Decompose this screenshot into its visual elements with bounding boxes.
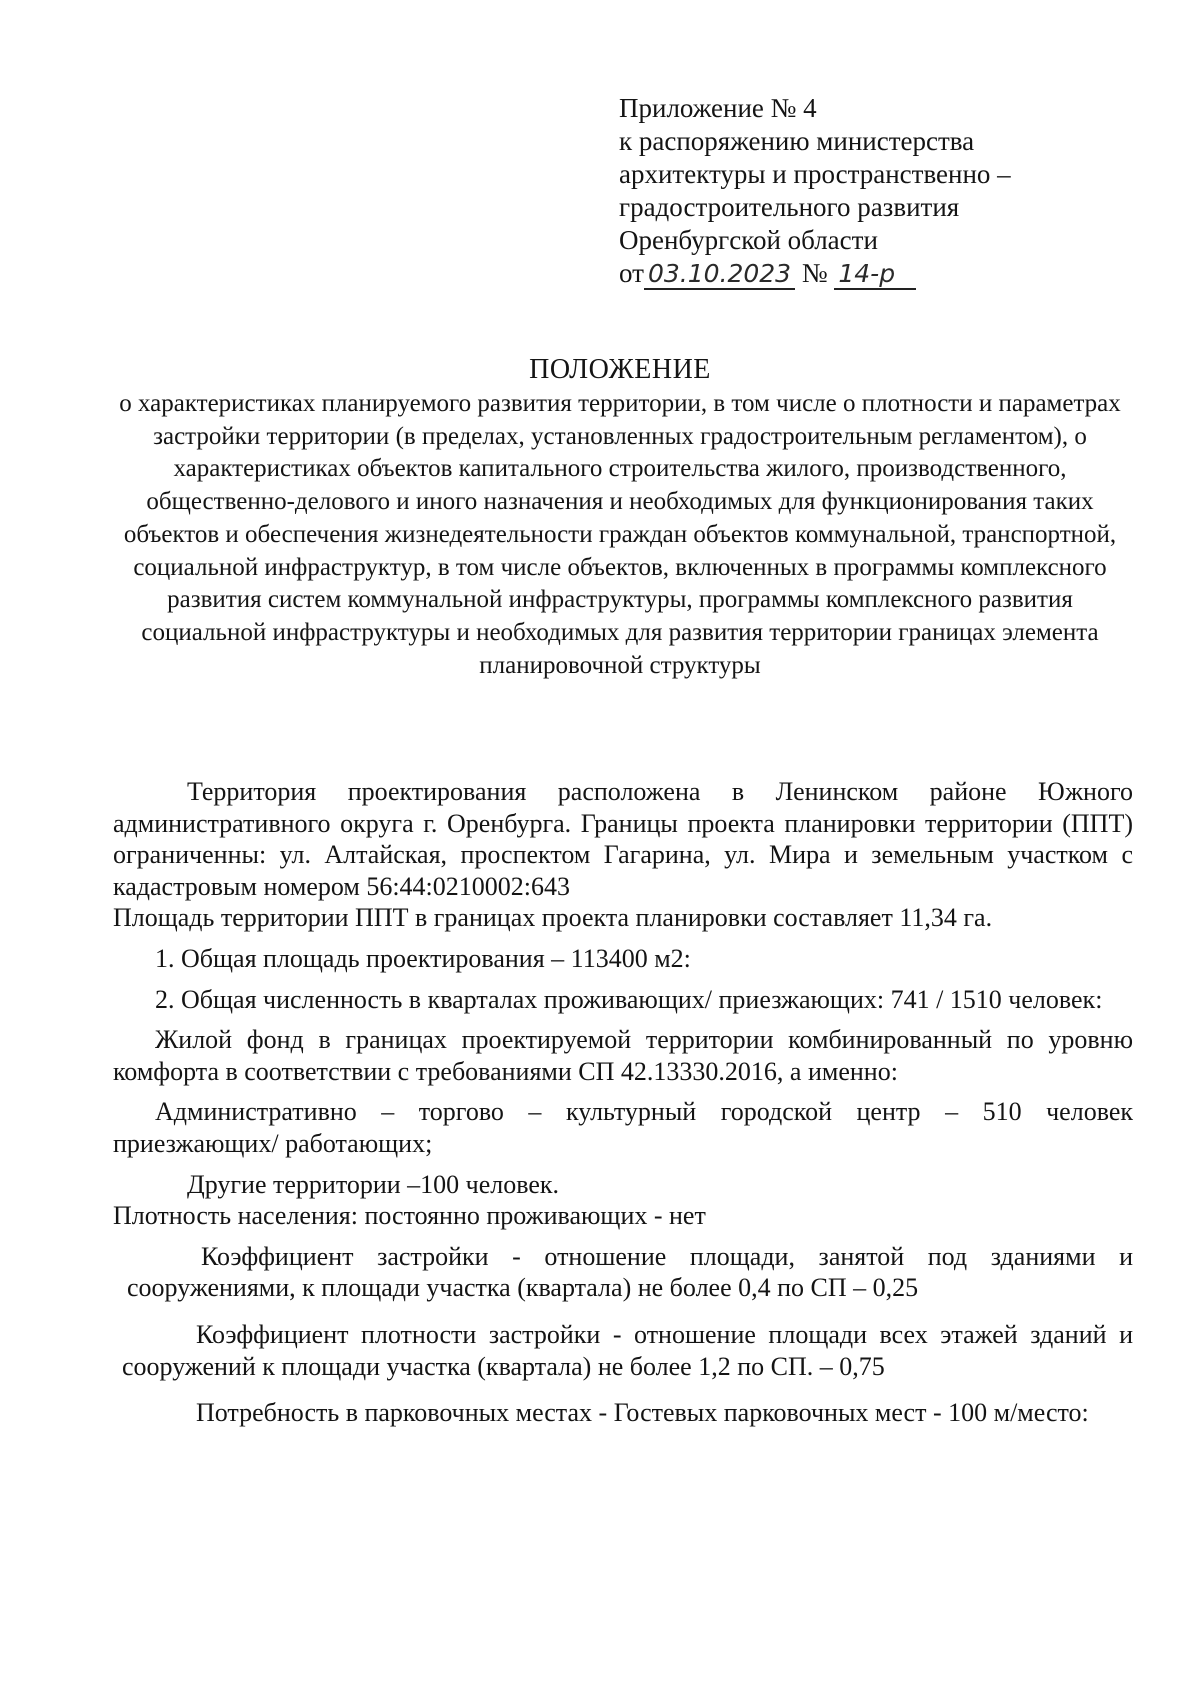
attachment-block — [619, 92, 1089, 290]
list-item-1: 1. Общая площадь проектирования – 113400 м2: — [155, 943, 691, 973]
number-label: № — [801, 258, 828, 288]
handwritten-number: 14-р — [834, 260, 916, 290]
attachment-line: градостроительного развития — [619, 192, 960, 222]
document-title: ПОЛОЖЕНИЕ — [529, 354, 711, 385]
paragraph-density-coefficient: Коэффициент плотности застройки - отношение площади всех этажей зданий и сооружений к площади участка (квартала) не более 1,2 по СП. – 0,75 — [122, 1319, 1133, 1381]
paragraph-population-density: Плотность населения: постоянно проживающих - нет — [113, 1201, 706, 1231]
order-reference — [619, 257, 1089, 290]
attachment-title: Приложение № 4 — [619, 93, 817, 123]
paragraph-building-coefficient: Коэффициент застройки - отношение площади, занятой под зданиями и сооружениями, к площади участка (квартала) не более 0,4 по СП – 0,25 — [127, 1241, 1133, 1303]
document-subtitle: о характеристиках планируемого развития территории, в том числе о плотности и параметрах застройки территории (в пределах, установленных градостроительным регламентом), о характеристиках объектов капитального строительства жилого, производственного, общественно-делового и иного назначения и необходимых для функционирования таких объектов и обеспечения жизнедеятельности граждан объектов коммунальной, транспортной, социальной инфраструктур, в том числе объектов, включенных в программы комплексного развития систем коммунальной инфраструктуры, программы комплексного развития социальной инфраструктуры и необходимых для развития территории границах элемента планировочной структуры — [119, 390, 1121, 679]
handwritten-date: 03.10.2023 — [644, 260, 795, 290]
paragraph-admin-center: Административно – торгово – культурный городской центр – 510 человек приезжающих/ работающих; — [113, 1097, 1133, 1158]
paragraph-parking: Потребность в парковочных местах - Гостевых парковочных мест - 100 м/место: — [196, 1398, 1089, 1428]
title-block — [100, 353, 1140, 682]
document-body — [113, 776, 1133, 1429]
from-label: от — [619, 258, 644, 288]
paragraph-intro: Территория проектирования расположена в Ленинском районе Южного административного округа г. Оренбурга. Границы проекта планировки территории (ППТ) ограниченны: ул. Алтайская, проспектом Гагарина, ул. Мира и земельным участком с кадастровым номером 56:44:0210002:643 — [113, 777, 1133, 901]
paragraph-housing: Жилой фонд в границах проектируемой территории комбинированный по уровню комфорта в соответствии с требованиями СП 42.13330.2016, а именно: — [113, 1025, 1133, 1086]
attachment-line: к распоряжению министерства — [619, 126, 975, 156]
attachment-line: Оренбургской области — [619, 225, 878, 255]
list-item-2: 2. Общая численность в кварталах проживающих/ приезжающих: 741 / 1510 человек: — [155, 984, 1103, 1014]
paragraph-other-territories: Другие территории –100 человек. — [187, 1169, 560, 1199]
paragraph-area: Площадь территории ППТ в границах проекта планировки составляет 11,34 га. — [113, 903, 993, 933]
attachment-line: архитектуры и пространственно – — [619, 159, 1011, 189]
